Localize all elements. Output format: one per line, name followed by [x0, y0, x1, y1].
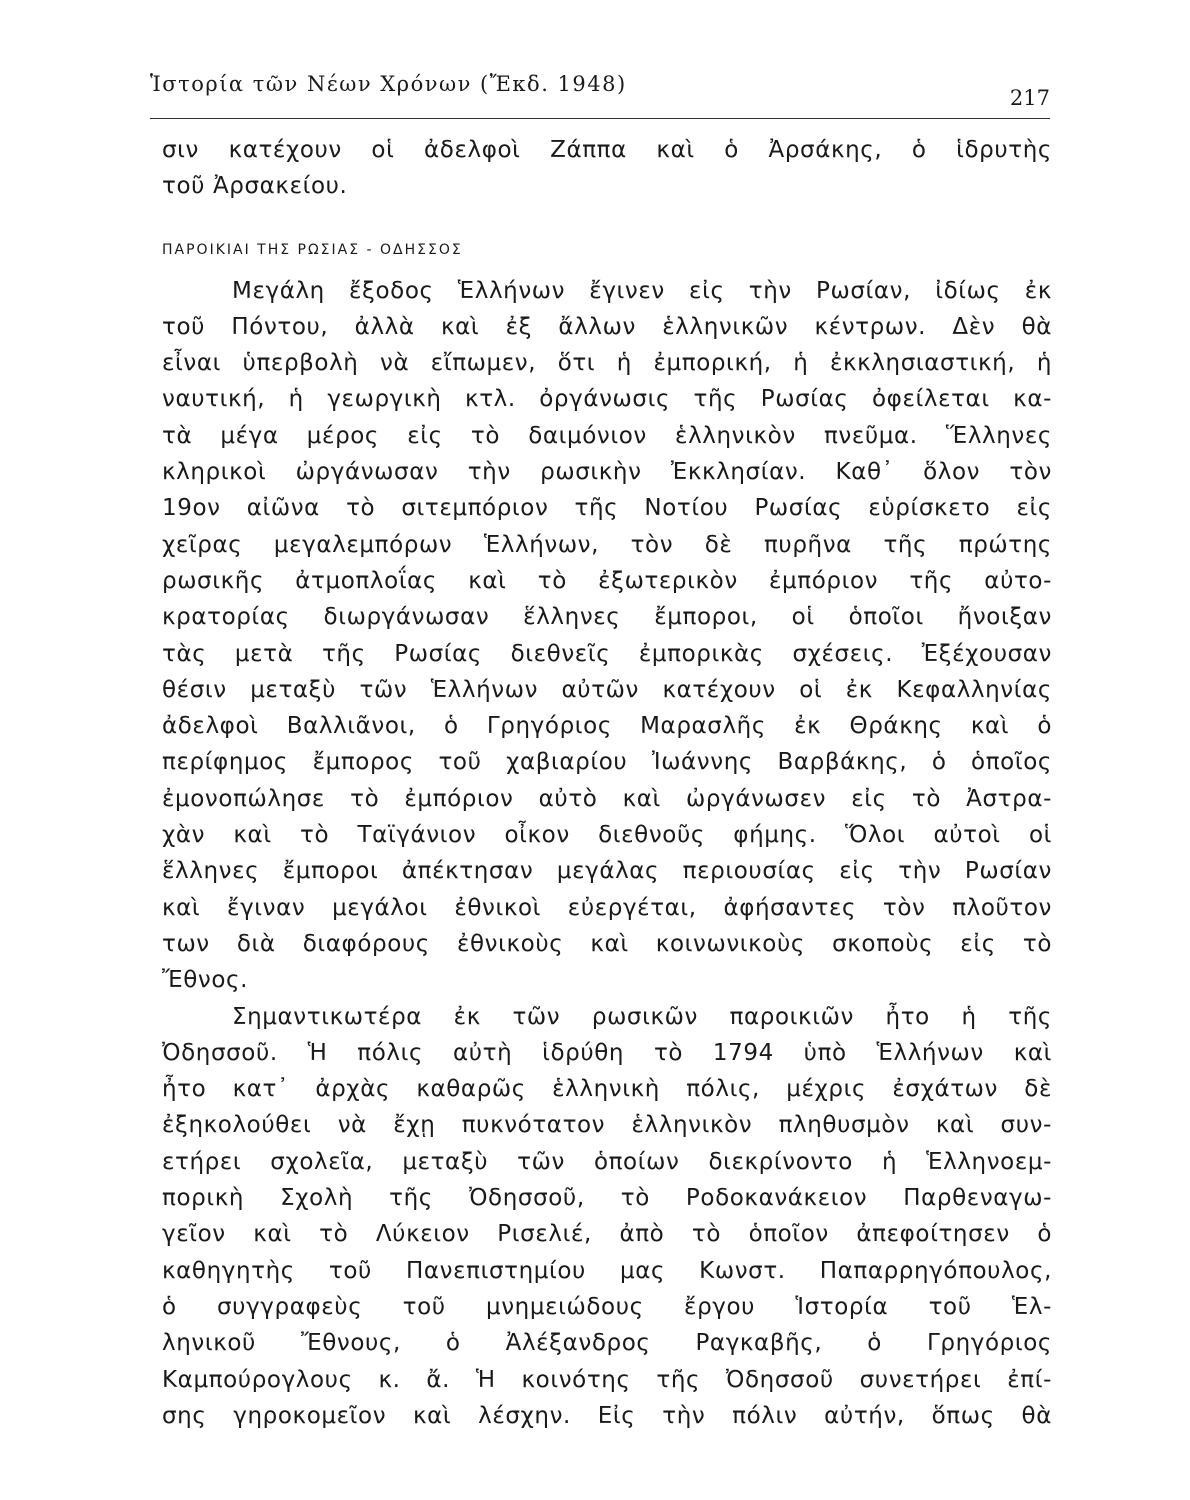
text-line: σης γηροκομεῖον καὶ λέσχην. Εἰς τὴν πόλιν αὐτήν, ὅπως θὰ: [162, 1402, 1052, 1429]
text-line: 19ον αἰῶνα τὸ σιτεμπόριον τῆς Νοτίου Ρωσίας εὑρίσκετο εἰς: [162, 495, 1052, 522]
section-heading: ΠΑΡΟΙΚΙΑΙ ΤΗΣ ΡΩΣΙΑΣ - ΟΔΗΣΣΟΣ: [162, 241, 463, 258]
page-number: 217: [1009, 86, 1050, 110]
text-line: ἐξηκολούθει νὰ ἔχῃ πυκνότατον ἑλληνικὸν πληθυσμὸν καὶ συν-: [162, 1112, 1052, 1139]
text-line: ναυτική, ἡ γεωργικὴ κτλ. ὀργάνωσις τῆς Ρωσίας ὀφείλεται κα-: [162, 386, 1052, 413]
text-line: καθηγητὴς τοῦ Πανεπιστημίου μας Κωνστ. Παπαρρηγόπουλος,: [162, 1257, 1052, 1284]
paragraph-2: [162, 999, 1052, 1435]
text-line: καὶ ἔγιναν μεγάλοι ἐθνικοὶ εὐεργέται, ἀφήσαντες τὸν πλοῦτον: [162, 894, 1052, 921]
text-line: ρωσικῆς ἀτμοπλοΐας καὶ τὸ ἐξωτερικὸν ἐμπόριον τῆς αὐτο-: [162, 567, 1052, 594]
text-line: Ἔθνος.: [162, 967, 249, 994]
text-line: τὰς μετὰ τῆς Ρωσίας διεθνεῖς ἐμπορικὰς σχέσεις. Ἐξέχουσαν: [162, 640, 1052, 667]
text-line: ετήρει σχολεῖα, μεταξὺ τῶν ὁποίων διεκρίνοντο ἡ Ἑλληνοεμ-: [162, 1148, 1052, 1175]
text-line: Σημαντικωτέρα ἐκ τῶν ρωσικῶν παροικιῶν ἦτο ἡ τῆς: [232, 1003, 1052, 1030]
text-line: των διὰ διαφόρους ἐθνικοὺς καὶ κοινωνικοὺς σκοποὺς εἰς τὸ: [162, 930, 1052, 957]
text-line: σιν κατέχουν οἱ ἀδελφοὶ Ζάππα καὶ ὁ Ἀρσάκης, ὁ ἱδρυτὴς: [162, 137, 1052, 163]
text-line: ἀδελφοὶ Βαλλιᾶνοι, ὁ Γρηγόριος Μαρασλῆς ἐκ Θράκης καὶ ὁ: [162, 713, 1052, 740]
text-line: τὰ μέγα μέρος εἰς τὸ δαιμόνιον ἑλληνικὸν πνεῦμα. Ἕλληνες: [162, 422, 1052, 449]
running-title: Ἱστορία τῶν Νέων Χρόνων (Ἔκδ. 1948): [150, 72, 627, 96]
text-line: ληνικοῦ Ἔθνους, ὁ Ἀλέξανδρος Ραγκαβῆς, ὁ Γρηγόριος: [162, 1330, 1052, 1357]
text-line: Μεγάλη ἔξοδος Ἑλλήνων ἔγινεν εἰς τὴν Ρωσίαν, ἰδίως ἐκ: [232, 277, 1052, 304]
text-line: χὰν καὶ τὸ Ταϊγάνιον οἶκον διεθνοῦς φήμης. Ὅλοι αὐτοὶ οἱ: [162, 822, 1052, 849]
text-line: τοῦ Πόντου, ἀλλὰ καὶ ἐξ ἄλλων ἑλληνικῶν κέντρων. Δὲν θὰ: [162, 313, 1052, 340]
text-line: ἕλληνες ἔμποροι ἀπέκτησαν μεγάλας περιουσίας εἰς τὴν Ρωσίαν: [162, 858, 1052, 885]
text-line: κρατορίας διωργάνωσαν ἕλληνες ἔμποροι, οἱ ὁποῖοι ἤνοιξαν: [162, 604, 1052, 631]
text-body: [162, 132, 1052, 1434]
text-line: κληρικοὶ ὠργάνωσαν τὴν ρωσικὴν Ἐκκλησίαν. Καθ᾽ ὅλον τὸν: [162, 459, 1052, 486]
text-line: ὁ συγγραφεὺς τοῦ μνημειώδους ἔργου Ἱστορία τοῦ Ἑλ-: [162, 1293, 1052, 1320]
text-line: πορικὴ Σχολὴ τῆς Ὀδησσοῦ, τὸ Ροδοκανάκειον Παρθεναγω-: [162, 1185, 1052, 1212]
spacer: [162, 205, 1052, 229]
text-line: χεῖρας μεγαλεμπόρων Ἑλλήνων, τὸν δὲ πυρῆνα τῆς πρώτης: [162, 531, 1052, 558]
text-line: ἐμονοπώλησε τὸ ἐμπόριον αὐτὸ καὶ ὠργάνωσεν εἰς τὸ Ἀστρα-: [162, 785, 1052, 812]
text-line: θέσιν μεταξὺ τῶν Ἑλλήνων αὐτῶν κατέχουν οἱ ἐκ Κεφαλληνίας: [162, 676, 1052, 703]
text-line: εἶναι ὑπερβολὴ νὰ εἴπωμεν, ὅτι ἡ ἐμπορική, ἡ ἐκκλησιαστική, ἡ: [162, 350, 1052, 377]
text-line: Καμπούρογλους κ. ἄ. Ἡ κοινότης τῆς Ὀδησσοῦ συνετήρει ἐπί-: [162, 1366, 1052, 1393]
text-line: ἦτο κατ᾽ ἀρχὰς καθαρῶς ἑλληνικὴ πόλις, μέχρις ἐσχάτων δὲ: [162, 1076, 1052, 1103]
paragraph-1: [162, 273, 1052, 999]
text-line: γεῖον καὶ τὸ Λύκειον Ρισελιέ, ἀπὸ τὸ ὁποῖον ἀπεφοίτησεν ὁ: [162, 1221, 1052, 1248]
running-head: [150, 72, 1050, 112]
text-line: τοῦ Ἀρσακείου.: [162, 173, 348, 200]
text-line: περίφημος ἔμπορος τοῦ χαβιαρίου Ἰωάννης Βαρβάκης, ὁ ὁποῖος: [162, 749, 1052, 776]
text-line: Ὀδησσοῦ. Ἡ πόλις αὐτὴ ἱδρύθη τὸ 1794 ὑπὸ Ἑλλήνων καὶ: [162, 1039, 1052, 1066]
header-rule: [150, 118, 1050, 119]
